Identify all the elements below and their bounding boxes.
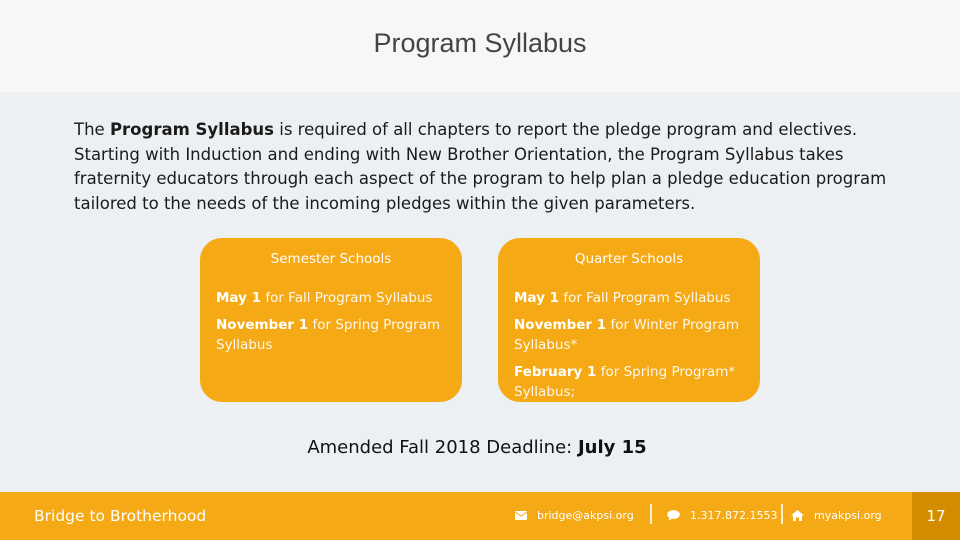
phone-text: 1.317.872.1553 <box>690 509 778 522</box>
intro-suffix: is required of all chapters to report the pledge program and electives. Starting with Induction and ending with New Brother Orientation, the Program Syllabus takes fraternity educators through each aspect of the program to help plan a pledge education program tailored to the needs of the incoming pledges within the given parameters. <box>74 120 887 214</box>
footer-website[interactable] <box>791 509 882 522</box>
intro-bold: Program Syllabus <box>109 120 274 139</box>
footer-divider <box>781 504 783 524</box>
chat-bubble-icon <box>667 510 680 521</box>
quarter-schools-card <box>498 238 760 402</box>
envelope-icon <box>515 511 527 520</box>
footer-phone[interactable] <box>667 509 777 522</box>
item-text: for Spring Program Syllabus <box>216 317 441 353</box>
list-item <box>514 315 748 355</box>
list-item <box>216 288 450 308</box>
item-date: November 1 <box>216 317 309 333</box>
page-number: 17 <box>912 492 960 540</box>
website-text: myakpsi.org <box>814 509 882 522</box>
footer <box>0 492 960 540</box>
item-text: for Fall Program Syllabus <box>261 290 433 306</box>
item-date: May 1 <box>514 290 560 306</box>
footer-divider <box>650 504 652 524</box>
item-date: November 1 <box>514 317 607 333</box>
item-date: May 1 <box>216 290 262 306</box>
intro-paragraph <box>74 118 904 217</box>
intro-prefix: The <box>74 120 110 139</box>
page-title: Program Syllabus <box>373 28 587 58</box>
home-icon <box>791 510 804 521</box>
list-item <box>216 315 450 355</box>
amended-date: July 15 <box>577 437 647 458</box>
list-item <box>514 362 748 402</box>
item-text: for Winter Program Syllabus* <box>514 317 740 353</box>
card-title: Semester Schools <box>270 251 392 267</box>
amended-deadline <box>0 437 954 458</box>
card-items <box>514 288 748 409</box>
item-date: February 1 <box>514 364 597 380</box>
footer-brand: Bridge to Brotherhood <box>34 507 207 525</box>
amended-label: Amended Fall 2018 Deadline: <box>307 437 578 458</box>
footer-email[interactable] <box>515 509 634 522</box>
card-title: Quarter Schools <box>574 251 684 267</box>
semester-schools-card <box>200 238 462 402</box>
card-items <box>216 288 450 362</box>
email-text: bridge@akpsi.org <box>537 509 634 522</box>
item-text: for Fall Program Syllabus <box>559 290 731 306</box>
item-text: for Spring Program* Syllabus; <box>514 364 736 400</box>
list-item <box>514 288 748 308</box>
title-bar <box>0 0 960 92</box>
